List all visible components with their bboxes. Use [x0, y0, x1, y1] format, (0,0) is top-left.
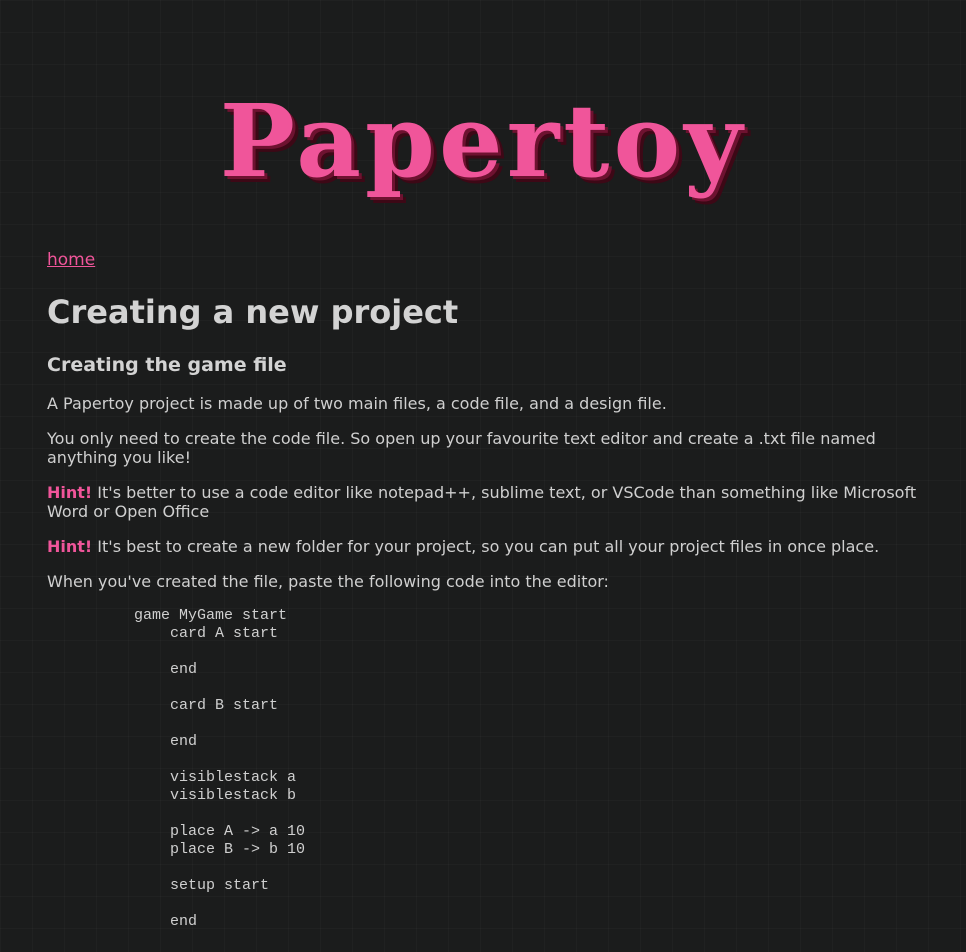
hint-label: Hint!: [47, 537, 93, 556]
code-block[interactable]: game MyGame start card A start end card B start end visiblestack a visiblestack b place A -> a 10 place B -> b 10 setup start end: [134, 607, 306, 930]
hint-paragraph-editor: [47, 483, 932, 521]
hint-paragraph-folder: [47, 537, 932, 556]
page-title: Creating a new project: [47, 293, 459, 331]
logo-container: [0, 76, 966, 206]
intro-paragraph: A Papertoy project is made up of two main files, a code file, and a design file.: [47, 394, 667, 413]
site-logo: Papertoy: [219, 82, 747, 200]
hint-label: Hint!: [47, 483, 93, 502]
main-content: [47, 247, 932, 931]
section-title: Creating the game file: [47, 354, 287, 376]
hint-text: It's best to create a new folder for your project, so you can put all your project files in once place.: [92, 537, 880, 556]
paste-instruction-paragraph: When you've created the file, paste the following code into the editor:: [47, 572, 609, 591]
hint-text: It's better to use a code editor like notepad++, sublime text, or VSCode than something like Microsoft Word or Open Office: [47, 483, 917, 521]
instruction-paragraph: You only need to create the code file. So open up your favourite text editor and create a .txt file named anything you like!: [47, 429, 876, 467]
home-link[interactable]: home: [47, 250, 96, 270]
